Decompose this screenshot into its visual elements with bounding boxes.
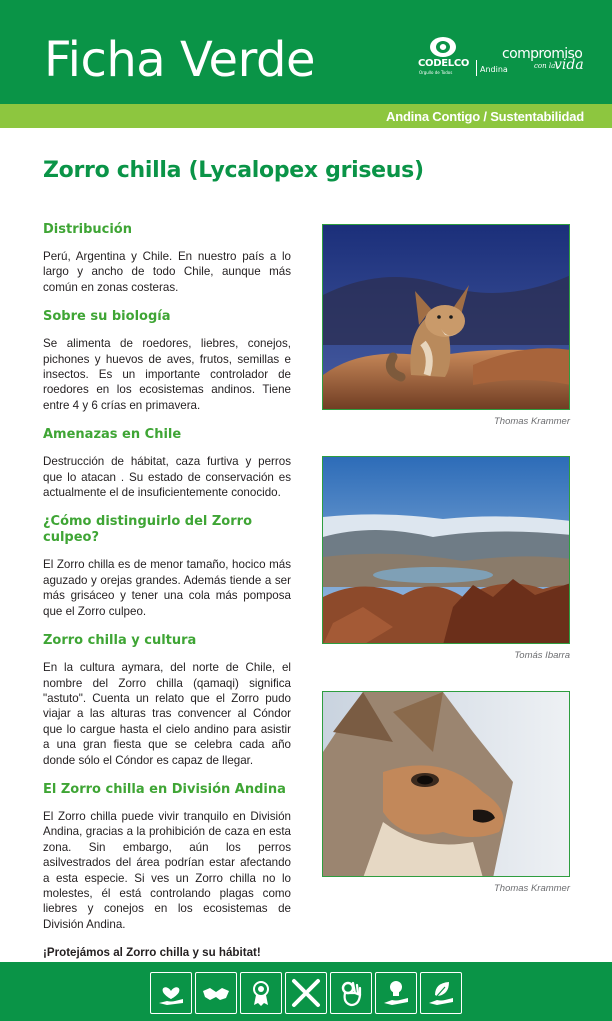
codelco-tagline: Orgullo de Todos: [419, 70, 453, 75]
section-distinguir: [43, 514, 291, 619]
section-andina: [43, 782, 291, 932]
section-amenazas: [43, 427, 291, 500]
section-text: En la cultura aymara, del norte de Chile, el nombre del Zorro chilla (qamaqi) significa "astuto". Cuenta un relato que el Zorro pudo viajar a las alturas tras convencer al Cóndor que lo cargue hasta el cielo andino para asistir a una gran fiesta que se celebra cada año donde sólo el Cóndor es capaz de llegar.: [43, 661, 291, 767]
section-heading: Zorro chilla y cultura: [43, 633, 197, 649]
section-distribucion: [43, 222, 291, 295]
photo-credit: Tomás Ibarra: [514, 650, 570, 661]
award-icon: [240, 972, 282, 1014]
division-name: Andina: [480, 65, 508, 74]
codelco-logo-icon: [428, 36, 458, 58]
heart-hand-icon: [150, 972, 192, 1014]
section-heading: Distribución: [43, 222, 132, 237]
section-heading: Amenazas en Chile: [43, 427, 182, 443]
article-body: [43, 222, 291, 959]
section-text: El Zorro chilla puede vivir tranquilo en División Andina, gracias a la prohibición de caza en esta zona. Sin embargo, aún los perros asilvestrados del área podrían estar afectando a esta especie. Si ves un Zorro chilla no lo molestes, él está controlando plagas como liebres y conejos en los ecosistemas de División Andina.: [43, 809, 291, 931]
photo-landscape: [322, 456, 570, 644]
section-text: Destrucción de hábitat, caza furtiva y perros que lo atacan . Su estado de conservación es actualmente el de insuficientemente conocido.: [43, 455, 291, 500]
slogan-script: vida: [554, 57, 584, 73]
section-heading: ¿Cómo distinguirlo del Zorro culpeo?: [43, 514, 252, 546]
footer-bar: [0, 962, 612, 1021]
slogan-small: con la: [534, 62, 556, 70]
section-bar: [0, 104, 612, 128]
people-icon: [285, 972, 327, 1014]
photo-fox-sitting: [322, 224, 570, 410]
article-title: Zorro chilla (Lycalopex griseus): [43, 158, 424, 183]
slogan-main: compromiso: [502, 46, 583, 62]
codelco-brand: CODELCO: [418, 58, 470, 69]
section-label: Andina Contigo / Sustentabilidad: [386, 109, 584, 124]
section-text: El Zorro chilla es de menor tamaño, hocico más aguzado y orejas grandes. Además tiende a ser más grisáceo y tener una cola más pomposa que el Zorro culpeo.: [43, 558, 291, 618]
section-heading: Sobre su biología: [43, 309, 171, 325]
landscape-image: [323, 457, 570, 644]
section-biologia: [43, 309, 291, 413]
section-text: Perú, Argentina y Chile. En nuestro país a lo largo y ancho de todo Chile, aunque más común en zonas costeras.: [43, 250, 291, 294]
section-heading: El Zorro chilla en División Andina: [43, 781, 286, 797]
values-icons: [150, 972, 462, 1014]
photo-credit: Thomas Krammer: [493, 883, 570, 894]
fox-face-image: [323, 692, 570, 877]
leaf-hand-icon: [420, 972, 462, 1014]
logo-divider: [476, 60, 477, 76]
section-text: Se alimenta de roedores, liebres, conejos, pichones y huevos de aves, frutos, semillas e insectos. Es un importante controlador de roedores en los ecosistemas andinos. Tiene entre 4 y 6 crías en primavera.: [43, 337, 291, 412]
ok-hand-icon: [330, 972, 372, 1014]
lightbulb-hand-icon: [375, 972, 417, 1014]
fox-sitting-image: [323, 225, 570, 410]
photo-credit: Thomas Krammer: [493, 416, 570, 427]
section-cultura: [43, 633, 291, 768]
photo-fox-closeup: [322, 691, 570, 877]
handshake-icon: [195, 972, 237, 1014]
page-title: Ficha Verde: [44, 32, 315, 88]
closing-statement: ¡Protejámos al Zorro chilla y su hábitat!: [43, 946, 261, 960]
logos: [418, 36, 590, 82]
header-banner: [0, 0, 612, 104]
